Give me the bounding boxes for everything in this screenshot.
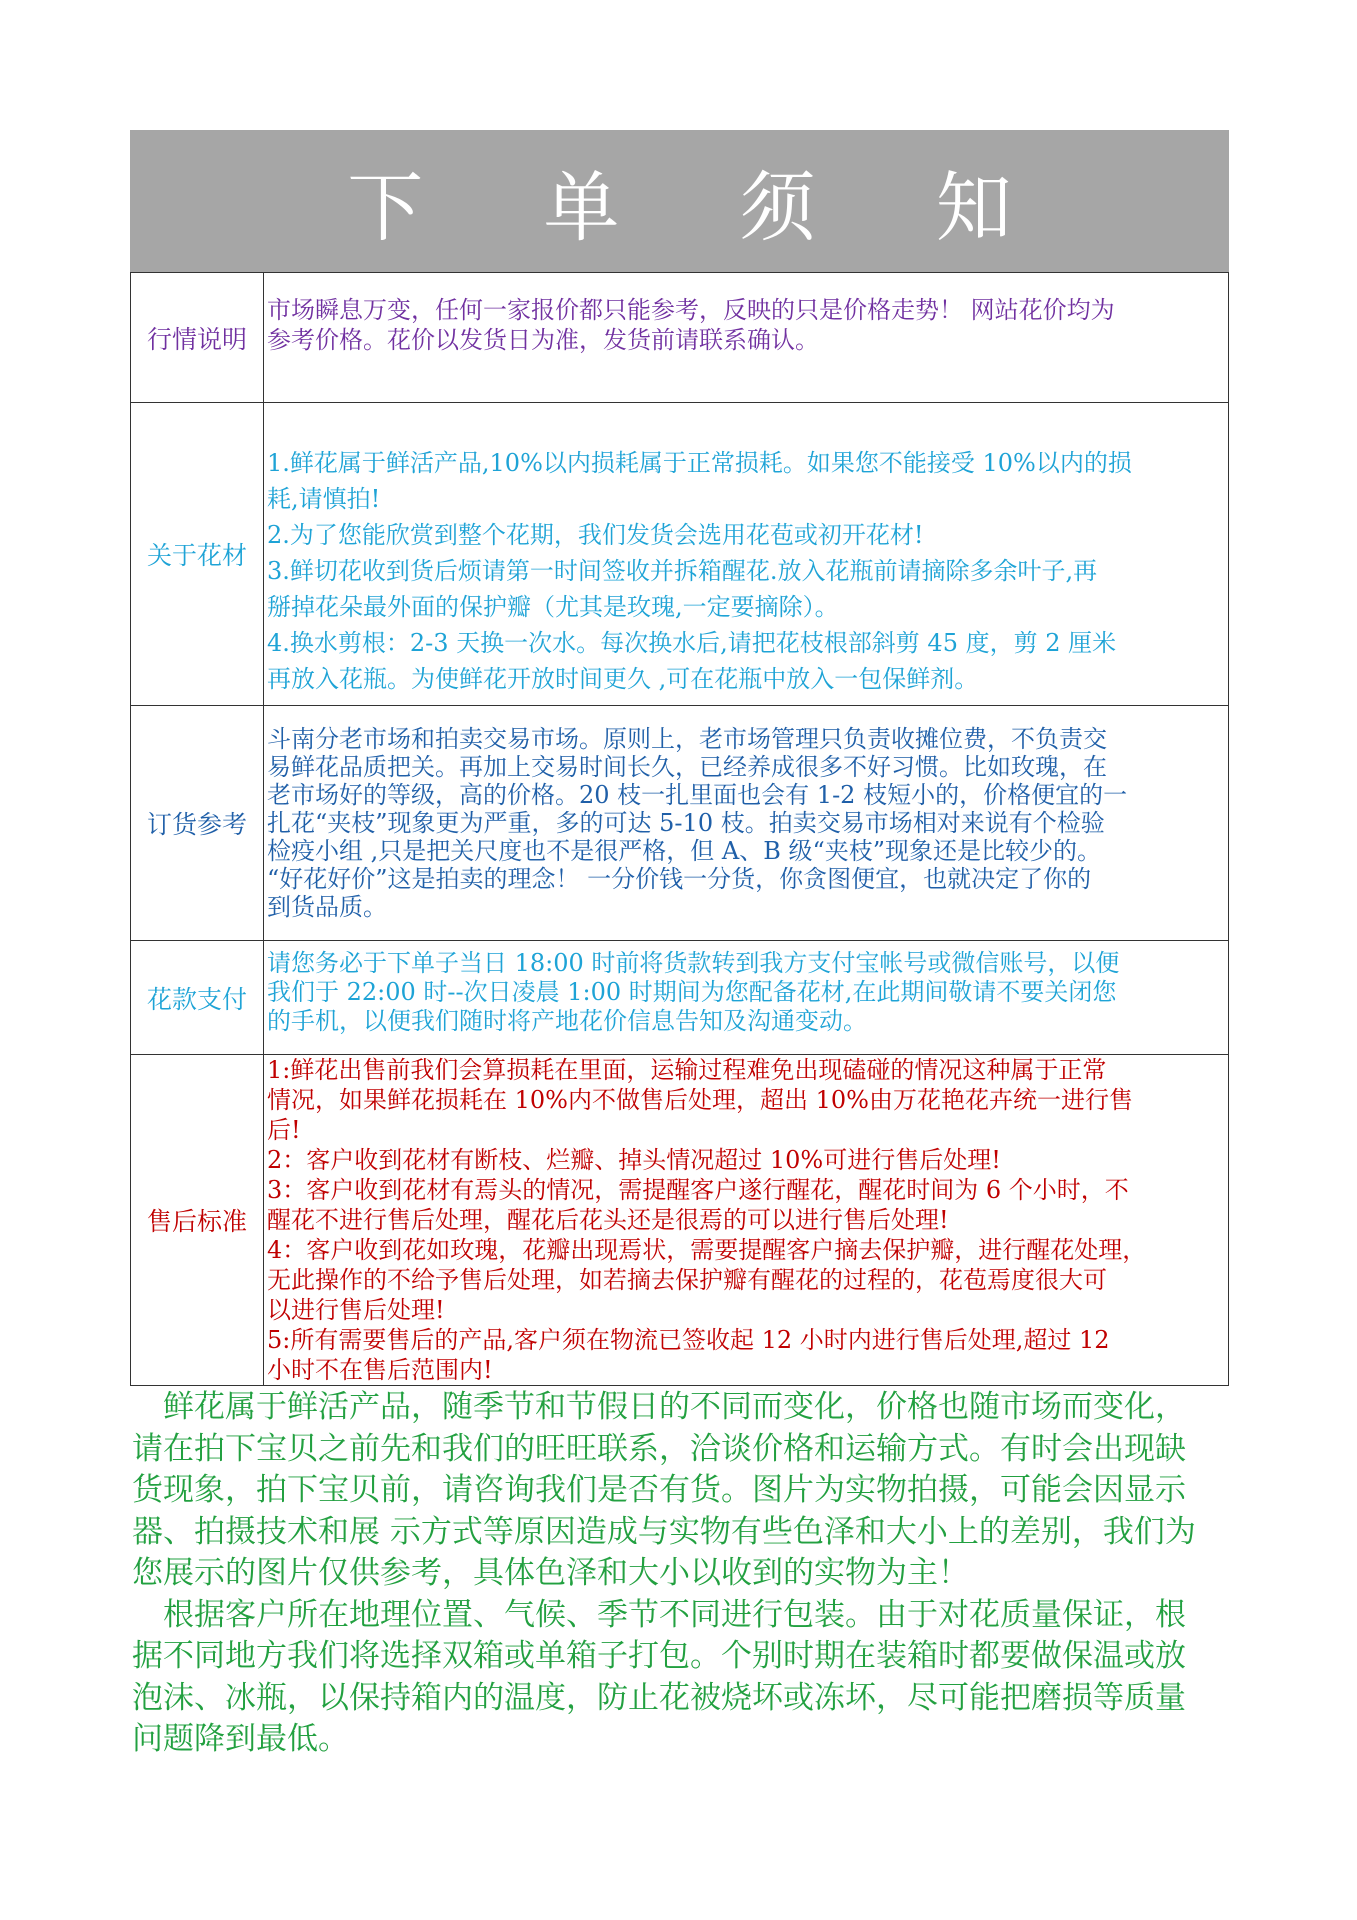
text-line: 4.换水剪根：2-3 天换一次水。每次换水后,请把花枝根部斜剪 45 度，剪 2 厘米 (267, 629, 1117, 657)
row-text (267, 949, 1228, 1036)
text-line: 再放入花瓶。为使鲜花开放时间更久 ,可在花瓶中放入一包保鲜剂。 (267, 665, 979, 693)
text-line: 后! (267, 1116, 301, 1144)
text-line: 据不同地方我们将选择双箱或单箱子打包。个别时期在装箱时都要做保温或放 (132, 1638, 1186, 1674)
text-line: 泡沫、冰瓶，以保持箱内的温度，防止花被烧坏或冻坏，尽可能把磨损等质量 (132, 1679, 1186, 1716)
text-line: 货现象，拍下宝贝前，请咨询我们是否有货。图片为实物拍摄，可能会因显示 (132, 1472, 1186, 1508)
text-line: 您展示的图片仅供参考，具体色泽和大小以收到的实物为主！ (132, 1555, 969, 1591)
text-line: 5:所有需要售后的产品,客户须在物流已签收起 12 小时内进行售后处理,超过 12 (267, 1326, 1110, 1354)
text-line: 市场瞬息万变，任何一家报价都只能参考，反映的只是价格走势！ 网站花价均为 (267, 296, 1115, 324)
text-line: 3.鲜切花收到货后烦请第一时间签收并拆箱醒花.放入花瓶前请摘除多余叶子,再 (267, 557, 1098, 585)
text-line: 问题降到最低。 (132, 1721, 349, 1757)
text-line: 器、拍摄技术和展 示方式等原因造成与实物有些色泽和大小上的差别，我们为 (132, 1513, 1196, 1550)
row-label: 订货参考 (131, 706, 264, 941)
text-line: 请您务必于下单子当日 18:00 时前将货款转到我方支付宝帐号或微信账号，以便 (267, 949, 1120, 977)
table-row-ordering (131, 706, 1229, 941)
row-text (267, 1055, 1228, 1385)
text-line: 耗,请慎拍! (267, 485, 381, 513)
row-label: 售后标准 (131, 1055, 264, 1386)
page-title: 下 单 须 知 (347, 162, 1060, 252)
text-line: 醒花不进行售后处理，醒花后花头还是很焉的可以进行售后处理! (267, 1206, 949, 1234)
table-row-after-sales (131, 1055, 1229, 1386)
text-line: 2：客户收到花材有断枝、烂瓣、掉头情况超过 10%可进行售后处理! (267, 1146, 1001, 1174)
text-line: 的手机，以便我们随时将产地花价信息告知及沟通变动。 (267, 1007, 867, 1035)
row-label: 花款支付 (131, 941, 264, 1055)
row-label: 行情说明 (131, 273, 264, 403)
table-row-flowers (131, 403, 1229, 706)
text-line: 斗南分老市场和拍卖交易市场。原则上，老市场管理只负责收摊位费，不负责交 (267, 725, 1107, 753)
text-line: 检疫小组 ,只是把关尺度也不是很严格，但 A、B 级“夹枝”现象还是比较少的。 (267, 837, 1102, 865)
row-text (267, 295, 1228, 355)
row-text (267, 445, 1228, 697)
text-line: 无此操作的不给予售后处理，如若摘去保护瓣有醒花的过程的，花苞焉度很大可 (267, 1266, 1107, 1294)
notes-paragraph (132, 1387, 1232, 1761)
table-row-payment (131, 941, 1229, 1055)
text-line: 以进行售后处理! (267, 1296, 445, 1324)
text-line: 鲜花属于鲜活产品，随季节和节假日的不同而变化，价格也随市场而变化， (132, 1389, 1186, 1425)
text-line: 扎花“夹枝”现象更为严重，多的可达 5-10 枝。拍卖交易市场相对来说有个检验 (267, 809, 1105, 837)
table-row-market (131, 273, 1229, 403)
text-line: 1.鲜花属于鲜活产品,10%以内损耗属于正常损耗。如果您不能接受 10%以内的损 (267, 449, 1132, 477)
text-line: 掰掉花朵最外面的保护瓣（尤其是玫瑰,一定要摘除）。 (267, 593, 839, 621)
text-line: 老市场好的等级，高的价格。20 枝一扎里面也会有 1-2 枝短小的，价格便宜的一 (267, 781, 1128, 809)
text-line: “好花好价”这是拍卖的理念！ 一分价钱一分货，你贪图便宜，也就决定了你的 (267, 865, 1092, 893)
row-label: 关于花材 (131, 403, 264, 706)
text-line: 参考价格。花价以发货日为准，发货前请联系确认。 (267, 326, 819, 354)
text-line: 我们于 22:00 时--次日凌晨 1:00 时期间为您配备花材,在此期间敬请不要关闭您 (267, 978, 1117, 1006)
text-line: 3：客户收到花材有焉头的情况，需提醒客户遂行醒花，醒花时间为 6 个小时，不 (267, 1176, 1129, 1204)
text-line: 到货品质。 (267, 893, 387, 921)
text-line: 情况，如果鲜花损耗在 10%内不做售后处理，超出 10%由万花艳花卉统一进行售 (267, 1086, 1133, 1114)
text-line: 根据客户所在地理位置、气候、季节不同进行包装。由于对花质量保证，根 (132, 1596, 1186, 1633)
text-line: 1:鲜花出售前我们会算损耗在里面，运输过程难免出现磕碰的情况这种属于正常 (267, 1056, 1107, 1084)
page-header (130, 130, 1229, 272)
text-line: 2.为了您能欣赏到整个花期，我们发货会选用花苞或初开花材! (267, 521, 924, 549)
text-line: 小时不在售后范围内! (267, 1356, 493, 1384)
text-line: 4：客户收到花如玫瑰，花瓣出现焉状，需要提醒客户摘去保护瓣，进行醒花处理， (267, 1236, 1147, 1264)
text-line: 请在拍下宝贝之前先和我们的旺旺联系，洽谈价格和运输方式。有时会出现缺 (132, 1430, 1186, 1467)
row-text (267, 725, 1228, 921)
order-notice-table (130, 272, 1229, 1386)
text-line: 易鲜花品质把关。再加上交易时间长久，已经养成很多不好习惯。比如玫瑰，在 (267, 753, 1107, 781)
